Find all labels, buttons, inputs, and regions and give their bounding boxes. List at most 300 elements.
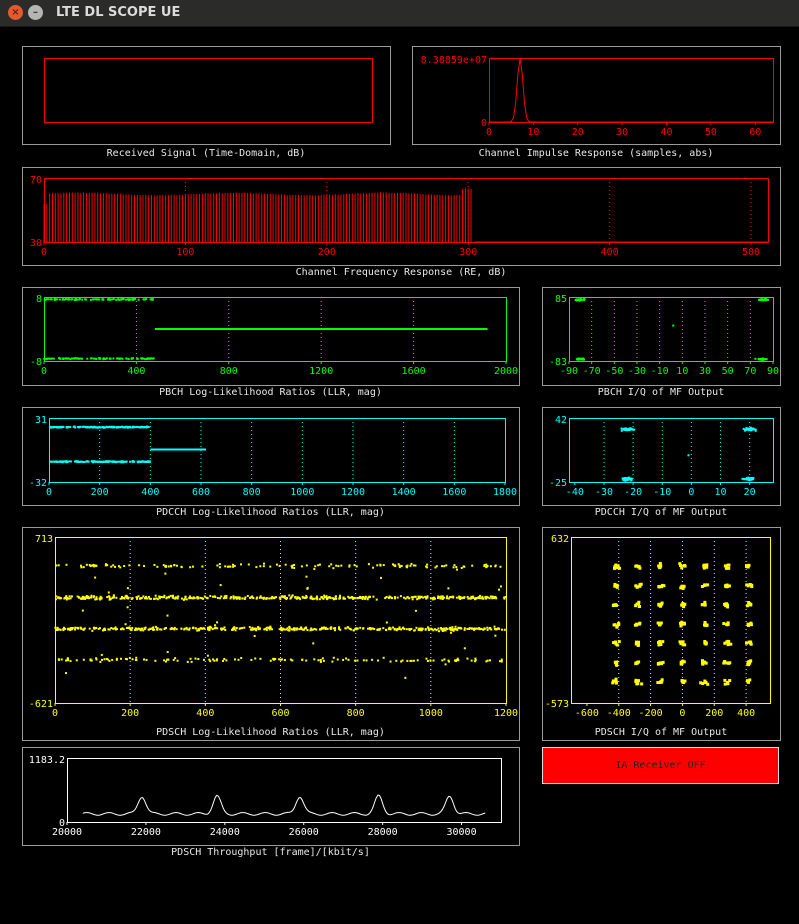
data-point bbox=[120, 598, 122, 600]
data-point bbox=[100, 426, 102, 428]
data-point bbox=[59, 358, 61, 360]
pbch-iq-points bbox=[575, 298, 770, 361]
data-point bbox=[310, 596, 312, 598]
data-point bbox=[323, 595, 325, 597]
data-point bbox=[455, 566, 457, 568]
data-point bbox=[359, 596, 361, 598]
ia-receiver-button[interactable]: IA Receiver OFF bbox=[542, 747, 779, 784]
data-point bbox=[286, 627, 288, 629]
data-point bbox=[398, 563, 400, 565]
data-point bbox=[407, 597, 409, 599]
data-point bbox=[97, 427, 99, 429]
data-point bbox=[577, 299, 579, 301]
data-point bbox=[303, 597, 305, 599]
data-point bbox=[705, 566, 708, 569]
data-point bbox=[344, 627, 346, 629]
data-point bbox=[83, 659, 85, 661]
data-point bbox=[614, 661, 617, 664]
data-point bbox=[247, 595, 249, 597]
pdsch-llr-xtick-5: 1000 bbox=[418, 708, 443, 719]
data-point bbox=[745, 427, 747, 429]
data-point bbox=[758, 358, 760, 360]
data-point bbox=[577, 358, 579, 360]
data-point bbox=[131, 627, 133, 629]
data-point bbox=[679, 640, 682, 643]
data-point bbox=[404, 677, 406, 679]
data-point bbox=[505, 596, 507, 598]
cir-xtick-5: 50 bbox=[704, 127, 717, 138]
data-point bbox=[660, 603, 663, 606]
data-point bbox=[455, 626, 457, 628]
data-point bbox=[325, 627, 327, 629]
data-point bbox=[207, 627, 209, 629]
data-point bbox=[281, 628, 283, 630]
pbch-iq-ymin: -83 bbox=[548, 357, 567, 368]
data-point bbox=[192, 566, 194, 568]
data-point bbox=[478, 628, 480, 630]
data-point bbox=[127, 606, 129, 608]
data-point bbox=[320, 659, 322, 661]
data-point bbox=[102, 299, 104, 301]
data-point bbox=[729, 643, 732, 646]
data-point bbox=[434, 566, 436, 568]
data-point bbox=[99, 661, 101, 663]
data-point bbox=[82, 629, 84, 631]
data-point bbox=[372, 567, 374, 569]
data-point bbox=[354, 660, 356, 662]
data-point bbox=[425, 598, 427, 600]
data-point bbox=[320, 596, 322, 598]
pdcch-iq-ymin: -25 bbox=[548, 478, 567, 489]
data-point bbox=[657, 564, 660, 567]
data-point bbox=[284, 595, 286, 597]
data-point bbox=[65, 672, 67, 674]
throughput-xtick-3: 26000 bbox=[288, 827, 319, 838]
data-point bbox=[101, 654, 103, 656]
data-point bbox=[342, 598, 344, 600]
data-point bbox=[376, 599, 378, 601]
data-point bbox=[189, 566, 191, 568]
data-point bbox=[723, 660, 726, 663]
data-point bbox=[314, 628, 316, 630]
data-point bbox=[143, 627, 145, 629]
data-point bbox=[724, 564, 727, 567]
data-point bbox=[224, 629, 226, 631]
data-point bbox=[419, 628, 421, 630]
pdsch-llr-xtick-2: 400 bbox=[196, 708, 215, 719]
data-point bbox=[100, 598, 102, 600]
data-point bbox=[726, 640, 729, 643]
data-point bbox=[446, 595, 448, 597]
data-point bbox=[744, 478, 746, 480]
data-point bbox=[414, 565, 416, 567]
data-point bbox=[201, 628, 203, 630]
data-point bbox=[91, 630, 93, 632]
data-point bbox=[203, 659, 205, 661]
data-point bbox=[216, 659, 218, 661]
data-point bbox=[163, 659, 165, 661]
data-point bbox=[62, 299, 64, 301]
data-point bbox=[80, 566, 82, 568]
data-point bbox=[132, 426, 134, 428]
data-point bbox=[228, 566, 230, 568]
data-point bbox=[76, 659, 78, 661]
data-point bbox=[64, 461, 66, 463]
data-point bbox=[122, 461, 124, 463]
data-point bbox=[687, 454, 689, 456]
data-point bbox=[81, 358, 83, 360]
data-point bbox=[754, 358, 756, 360]
data-point bbox=[618, 640, 621, 643]
pdsch-iq-xtick-2: -200 bbox=[638, 708, 663, 719]
data-point bbox=[61, 461, 63, 463]
data-point bbox=[335, 598, 337, 600]
data-point bbox=[139, 598, 141, 600]
data-point bbox=[704, 624, 707, 627]
data-point bbox=[67, 426, 69, 428]
data-point bbox=[750, 643, 753, 646]
data-point bbox=[113, 594, 115, 596]
data-point bbox=[364, 598, 366, 600]
data-point bbox=[157, 627, 159, 629]
close-button[interactable]: × bbox=[8, 5, 23, 20]
data-point bbox=[149, 358, 151, 360]
data-point bbox=[117, 426, 119, 428]
data-point bbox=[237, 659, 239, 661]
data-point bbox=[129, 461, 131, 463]
data-point bbox=[704, 641, 707, 644]
data-point bbox=[333, 657, 335, 659]
data-point bbox=[132, 658, 134, 660]
data-point bbox=[482, 597, 484, 599]
data-point bbox=[437, 628, 439, 630]
data-point bbox=[65, 357, 67, 359]
data-point bbox=[89, 628, 91, 630]
data-point bbox=[305, 626, 307, 628]
data-point bbox=[127, 627, 129, 629]
throughput-ymax: 1183.2 bbox=[28, 755, 65, 766]
data-point bbox=[388, 597, 390, 599]
data-point bbox=[72, 627, 74, 629]
pbch-iq-ymax: 85 bbox=[554, 294, 567, 305]
pbch-iq-xtick-1: -70 bbox=[582, 366, 601, 377]
data-point bbox=[256, 628, 258, 630]
data-point bbox=[225, 659, 227, 661]
data-point bbox=[208, 629, 210, 631]
data-point bbox=[410, 628, 412, 630]
data-point bbox=[115, 597, 117, 599]
data-point bbox=[152, 629, 154, 631]
data-point bbox=[84, 298, 86, 300]
throughput-xtick-0: 20000 bbox=[51, 827, 83, 838]
data-point bbox=[106, 658, 108, 660]
data-point bbox=[314, 565, 316, 567]
data-point bbox=[138, 595, 140, 597]
data-point bbox=[236, 627, 238, 629]
data-point bbox=[422, 597, 424, 599]
data-point bbox=[415, 596, 417, 598]
data-point bbox=[291, 659, 293, 661]
data-point bbox=[101, 659, 103, 661]
data-point bbox=[436, 629, 438, 631]
data-point bbox=[146, 659, 148, 661]
data-point bbox=[223, 658, 225, 660]
data-point bbox=[309, 629, 311, 631]
data-point bbox=[186, 628, 188, 630]
data-point bbox=[392, 627, 394, 629]
pdsch-iq-axes bbox=[572, 538, 771, 704]
data-point bbox=[195, 627, 197, 629]
data-point bbox=[44, 299, 46, 301]
data-point bbox=[431, 628, 433, 630]
data-point bbox=[134, 426, 136, 428]
data-point bbox=[212, 628, 214, 630]
pbch-llr-points bbox=[43, 298, 154, 360]
pdsch-iq-ymax: 632 bbox=[550, 534, 569, 545]
data-point bbox=[703, 602, 706, 605]
data-point bbox=[746, 564, 749, 567]
data-point bbox=[173, 659, 175, 661]
data-point bbox=[109, 357, 111, 359]
data-point bbox=[268, 627, 270, 629]
data-point bbox=[464, 647, 466, 649]
data-point bbox=[251, 627, 253, 629]
pbch-iq-xtick-3: -30 bbox=[627, 366, 647, 377]
data-point bbox=[97, 298, 99, 300]
received-signal-label: Received Signal (Time-Domain, dB) bbox=[106, 148, 306, 159]
data-point bbox=[427, 660, 429, 662]
data-point bbox=[234, 565, 236, 567]
data-point bbox=[320, 628, 322, 630]
data-point bbox=[61, 658, 63, 660]
data-point bbox=[74, 629, 76, 631]
pdsch-iq-xtick-5: 400 bbox=[737, 708, 756, 719]
data-point bbox=[120, 658, 122, 660]
data-point bbox=[499, 566, 501, 568]
data-point bbox=[90, 597, 92, 599]
data-point bbox=[480, 628, 482, 630]
data-point bbox=[356, 660, 358, 662]
data-point bbox=[150, 298, 152, 300]
data-point bbox=[236, 596, 238, 598]
data-point bbox=[78, 299, 80, 301]
data-point bbox=[761, 298, 763, 300]
data-point bbox=[90, 658, 92, 660]
data-point bbox=[469, 627, 471, 629]
data-point bbox=[280, 659, 282, 661]
data-point bbox=[201, 597, 203, 599]
pdsch-llr-axes bbox=[56, 538, 507, 704]
data-point bbox=[764, 298, 766, 300]
data-point bbox=[190, 658, 192, 660]
pdcch-iq-ymax: 42 bbox=[554, 415, 567, 426]
pdcch-iq-xtick-3: -10 bbox=[653, 487, 672, 498]
data-point bbox=[186, 598, 188, 600]
data-point bbox=[276, 564, 278, 566]
data-point bbox=[418, 597, 420, 599]
data-point bbox=[96, 461, 98, 463]
data-point bbox=[637, 644, 640, 647]
data-point bbox=[340, 565, 342, 567]
data-point bbox=[103, 461, 105, 463]
data-point bbox=[67, 659, 69, 661]
pdcch-llr-points bbox=[49, 426, 151, 464]
data-point bbox=[153, 564, 155, 566]
data-point bbox=[93, 426, 95, 428]
data-point bbox=[241, 627, 243, 629]
data-point bbox=[444, 663, 446, 665]
data-point bbox=[156, 566, 158, 568]
data-point bbox=[65, 596, 67, 598]
data-point bbox=[638, 623, 641, 626]
data-point bbox=[256, 598, 258, 600]
data-point bbox=[152, 627, 154, 629]
data-point bbox=[263, 563, 265, 565]
data-point bbox=[288, 594, 290, 596]
data-point bbox=[77, 628, 79, 630]
pbch-iq-xtick-2: -50 bbox=[605, 366, 624, 377]
data-point bbox=[362, 598, 364, 600]
data-point bbox=[58, 596, 60, 598]
data-point bbox=[659, 643, 662, 646]
data-point bbox=[323, 626, 325, 628]
data-point bbox=[143, 565, 145, 567]
data-point bbox=[443, 658, 445, 660]
data-point bbox=[613, 567, 616, 570]
data-point bbox=[624, 428, 626, 430]
data-point bbox=[121, 627, 123, 629]
data-point bbox=[762, 358, 764, 360]
data-point bbox=[376, 629, 378, 631]
data-point bbox=[743, 428, 745, 430]
pbch-llr-xtick-2: 800 bbox=[219, 366, 238, 377]
data-point bbox=[501, 659, 503, 661]
data-point bbox=[394, 629, 396, 631]
data-point bbox=[159, 597, 161, 599]
data-point bbox=[112, 357, 114, 359]
data-point bbox=[347, 596, 349, 598]
pdsch-llr-ymin: -621 bbox=[28, 699, 53, 710]
data-point bbox=[118, 299, 120, 301]
cfr-ymin: 30 bbox=[29, 238, 42, 249]
data-point bbox=[134, 298, 136, 300]
data-point bbox=[453, 566, 455, 568]
data-point bbox=[89, 564, 91, 566]
data-point bbox=[108, 298, 110, 300]
data-point bbox=[471, 565, 473, 567]
data-point bbox=[221, 628, 223, 630]
data-point bbox=[127, 587, 129, 589]
data-point bbox=[330, 627, 332, 629]
data-point bbox=[342, 659, 344, 661]
data-point bbox=[753, 428, 755, 430]
throughput-ymin: 0 bbox=[58, 818, 65, 829]
data-point bbox=[105, 564, 107, 566]
data-point bbox=[354, 597, 356, 599]
pdsch-llr-xtick-4: 800 bbox=[346, 708, 365, 719]
pdcch-llr-ymax: 31 bbox=[34, 415, 47, 426]
data-point bbox=[679, 564, 682, 567]
data-point bbox=[701, 682, 704, 685]
data-point bbox=[207, 655, 209, 657]
data-point bbox=[498, 589, 500, 591]
data-point bbox=[349, 564, 351, 566]
pdcch-iq-points bbox=[620, 427, 756, 482]
data-point bbox=[327, 628, 329, 630]
cir-xtick-1: 10 bbox=[527, 127, 540, 138]
data-point bbox=[312, 629, 314, 631]
data-point bbox=[748, 478, 750, 480]
pbch-iq-xtick-6: 30 bbox=[698, 366, 712, 377]
cir-xtick-0: 0 bbox=[485, 127, 493, 138]
data-point bbox=[454, 660, 456, 662]
data-point bbox=[83, 596, 85, 598]
data-point bbox=[452, 596, 454, 598]
data-point bbox=[748, 429, 750, 431]
data-point bbox=[758, 299, 760, 301]
data-point bbox=[362, 627, 364, 629]
data-point bbox=[453, 564, 455, 566]
data-point bbox=[55, 299, 57, 301]
data-point bbox=[750, 478, 752, 480]
pdsch-iq-label: PDSCH I/Q of MF Output bbox=[594, 727, 728, 738]
data-point bbox=[153, 598, 155, 600]
data-point bbox=[659, 623, 662, 626]
data-point bbox=[440, 627, 442, 629]
pdsch-iq-ymin: -573 bbox=[544, 699, 569, 710]
data-point bbox=[747, 623, 750, 626]
data-point bbox=[138, 628, 140, 630]
data-point bbox=[613, 604, 616, 607]
data-point bbox=[132, 461, 134, 463]
data-point bbox=[279, 628, 281, 630]
data-point bbox=[232, 629, 234, 631]
data-point bbox=[584, 298, 586, 300]
data-point bbox=[400, 595, 402, 597]
data-point bbox=[219, 563, 221, 565]
data-point bbox=[204, 595, 206, 597]
scope-content bbox=[0, 27, 799, 924]
data-point bbox=[176, 597, 178, 599]
data-point bbox=[248, 563, 250, 565]
data-point bbox=[120, 298, 122, 300]
data-point bbox=[57, 627, 59, 629]
data-point bbox=[111, 659, 113, 661]
data-point bbox=[362, 596, 364, 598]
minimize-button[interactable]: – bbox=[28, 5, 43, 20]
data-point bbox=[65, 564, 67, 566]
data-point bbox=[220, 584, 222, 586]
data-point bbox=[69, 595, 71, 597]
pdsch-llr-xtick-0: 0 bbox=[51, 708, 59, 719]
data-point bbox=[55, 564, 57, 566]
data-point bbox=[77, 596, 79, 598]
data-point bbox=[53, 358, 55, 360]
data-point bbox=[94, 564, 96, 566]
data-point bbox=[348, 659, 350, 661]
throughput-xtick-4: 28000 bbox=[367, 827, 398, 838]
data-point bbox=[62, 629, 64, 631]
data-point bbox=[139, 426, 141, 428]
data-point bbox=[58, 564, 60, 566]
data-point bbox=[191, 661, 193, 663]
data-point bbox=[110, 627, 112, 629]
data-point bbox=[67, 628, 69, 630]
data-point bbox=[78, 358, 80, 360]
pbch-llr-xtick-1: 400 bbox=[127, 366, 146, 377]
data-point bbox=[62, 426, 64, 428]
data-point bbox=[123, 426, 125, 428]
